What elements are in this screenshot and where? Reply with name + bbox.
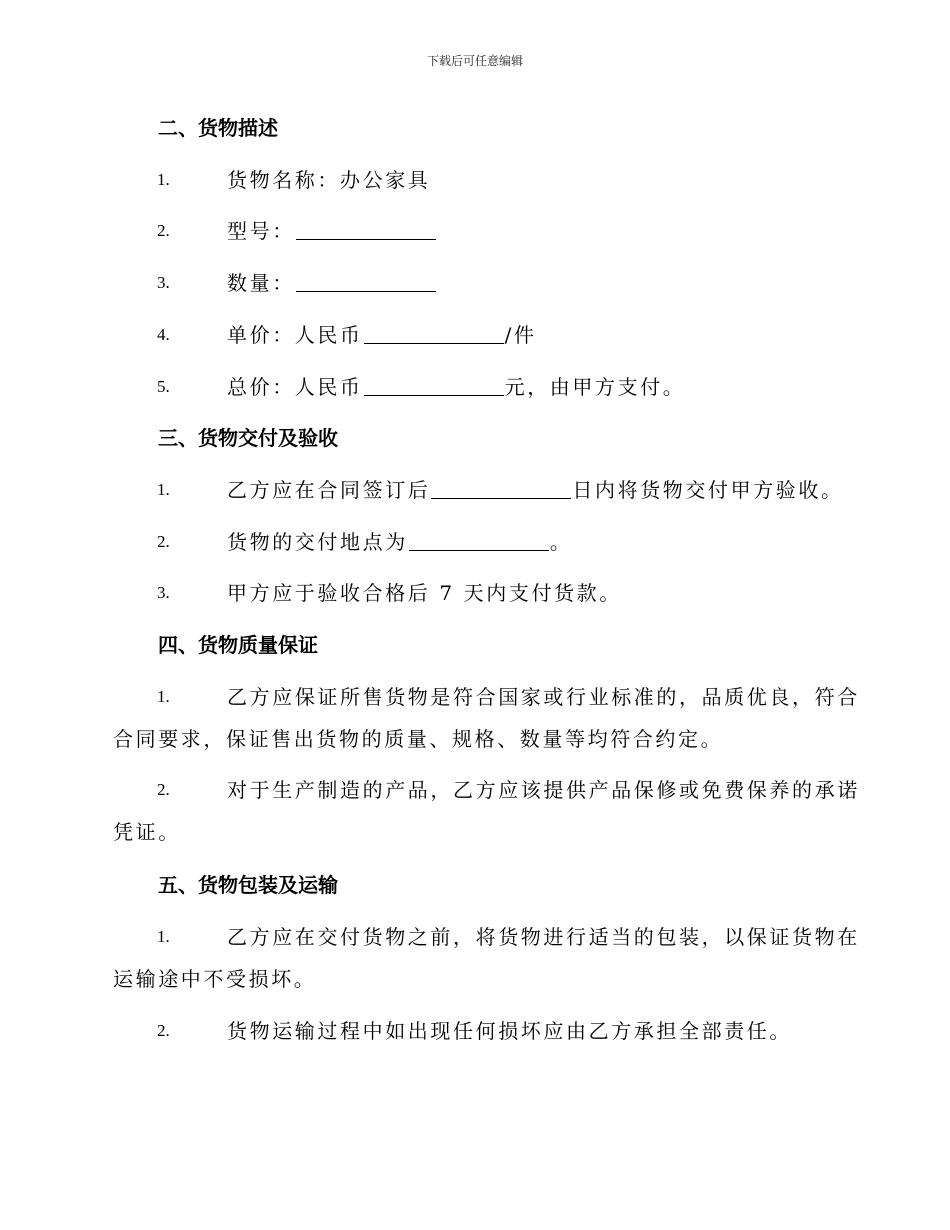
item-number: 2.: [157, 1021, 170, 1040]
item-text-line1: 对于生产制造的产品，乙方应该提供产品保修或免费保养的承诺: [227, 778, 860, 802]
item-number: 2.: [157, 221, 170, 240]
section-heading-goods-description: 二、货物描述: [158, 116, 278, 140]
item-text: 甲方应于验收合格后 7 天内支付货款。: [227, 581, 622, 605]
item-text: 货物名称：办公家具: [227, 168, 431, 192]
page-header: 下载后可任意编辑: [426, 54, 523, 68]
item-number: 3.: [157, 583, 170, 602]
section-heading-packaging-transport: 五、货物包装及运输: [158, 873, 338, 897]
item-number: 4.: [157, 325, 170, 344]
item-number: 3.: [157, 273, 170, 292]
fill-in-blank: [296, 271, 436, 292]
item-text-line2: 运输途中不受损坏。: [113, 967, 317, 991]
item-text-line2: 合同要求，保证售出货物的质量、规格、数量等均符合约定。: [113, 727, 724, 751]
item-text-line1: 乙方应保证所售货物是符合国家或行业标准的，品质优良，符合: [227, 685, 860, 709]
item-text: 总价：人民币 元，由甲方支付。: [227, 375, 686, 399]
item-number: 1.: [157, 480, 170, 499]
item-text-line1: 乙方应在交付货物之前，将货物进行适当的包装，以保证货物在: [227, 925, 860, 949]
fill-in-blank: [296, 219, 436, 240]
item-number: 1.: [157, 927, 170, 946]
item-number: 5.: [157, 377, 170, 396]
item-text: 数量：: [227, 270, 437, 296]
item-number: 1.: [157, 170, 170, 189]
item-text: 乙方应在合同签订后 日内将货物交付甲方验收。: [227, 478, 844, 502]
fill-in-blank: [431, 478, 571, 499]
fill-in-blank: [364, 323, 504, 344]
item-text: 型号：: [227, 218, 437, 244]
section-heading-quality-guarantee: 四、货物质量保证: [158, 633, 318, 657]
fill-in-blank: [409, 530, 549, 551]
item-text: 单价：人民币 /件: [227, 323, 537, 347]
item-text: 货物运输过程中如出现任何损坏应由乙方承担全部责任。: [227, 1019, 792, 1043]
item-text-line2: 凭证。: [113, 820, 181, 844]
fill-in-blank: [364, 375, 504, 396]
section-heading-delivery-acceptance: 三、货物交付及验收: [158, 426, 338, 450]
item-number: 1.: [157, 687, 170, 706]
item-number: 2.: [157, 532, 170, 551]
item-number: 2.: [157, 780, 170, 799]
item-text: 货物的交付地点为 。: [227, 530, 573, 554]
